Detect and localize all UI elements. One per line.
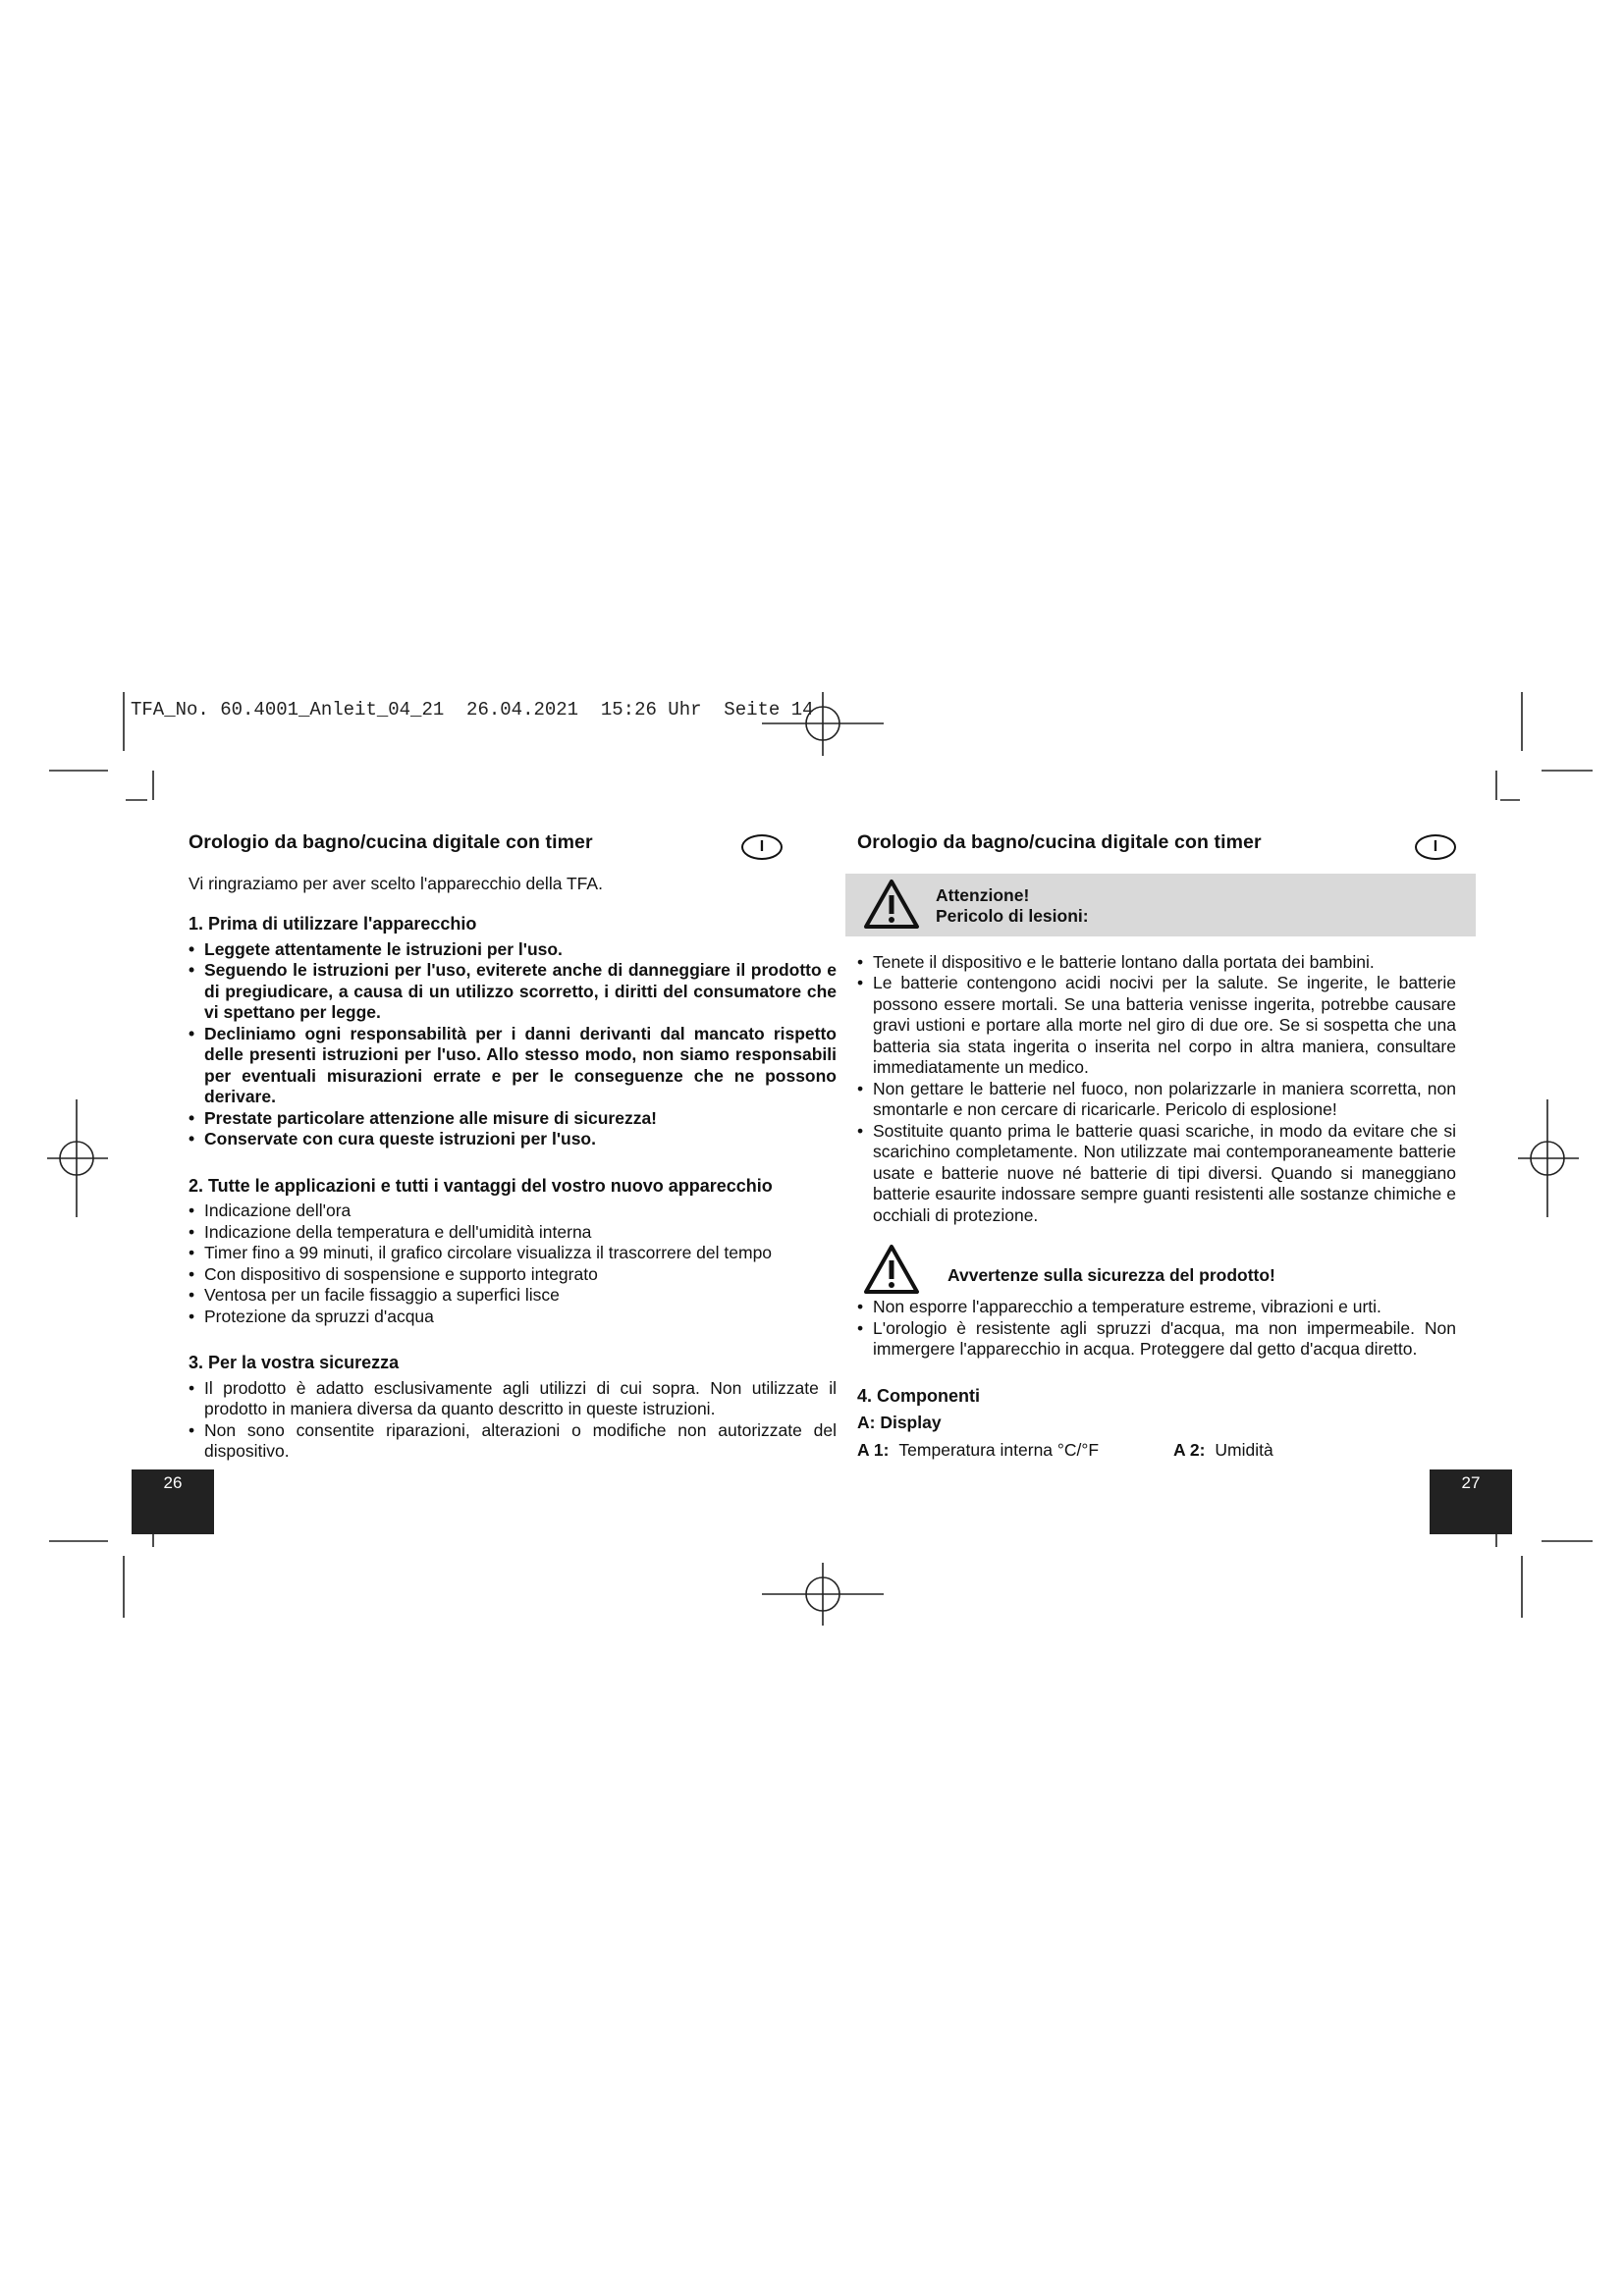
list-item: • Timer fino a 99 minuti, il grafico circolare visualizza il trascorrere del tempo xyxy=(189,1243,837,1264)
safety-list xyxy=(857,1297,1456,1361)
left-page xyxy=(189,832,837,1488)
warning-triangle-icon xyxy=(863,1244,920,1295)
section-2-list xyxy=(189,1201,837,1327)
list-item: • Le batterie contengono acidi nocivi per la salute. Se ingerite, le batterie possono essere mortali. Se una batteria venisse ingerita, potrebbe causare gravi ustioni e portare alla morte nel giro di due ore. Se si sospetta che una batteria sia stata ingerita o inserita nel corpo in altra maniera, consultare immediatamente un medico. xyxy=(857,973,1456,1079)
list-item: • Tenete il dispositivo e le batterie lontano dalla portata dei bambini. xyxy=(857,952,1456,974)
list-item: • Conservate con cura queste istruzioni per l'uso. xyxy=(189,1129,837,1150)
warning-triangle-icon xyxy=(863,879,920,930)
list-item: • Leggete attentamente le istruzioni per l'uso. xyxy=(189,939,837,961)
intro-text: Vi ringraziamo per aver scelto l'apparecchio della TFA. xyxy=(189,873,603,893)
safety-header xyxy=(857,1244,1456,1295)
section-2-heading: 2. Tutte le applicazioni e tutti i vantaggi del vostro nuovo apparecchio xyxy=(189,1175,773,1196)
list-item: • Indicazione della temperatura e dell'umidità interna xyxy=(189,1222,837,1244)
section-3-heading: 3. Per la vostra sicurezza xyxy=(189,1353,400,1372)
page-title: Orologio da bagno/cucina digitale con timer xyxy=(857,831,1262,853)
component-label: Umidità xyxy=(1215,1439,1273,1460)
list-item: • Sostituite quanto prima le batterie quasi scariche, in modo da evitare che si scarichino completamente. Non utilizzate mai contemporaneamente batterie usate e batterie nuove né batterie di tipi diversi. Quando si maneggiano batterie esaurite indossare sempre guanti resistenti alle sostanze chimiche e occhiali di protezione. xyxy=(857,1121,1456,1227)
page-title: Orologio da bagno/cucina digitale con timer xyxy=(189,831,593,853)
section-1-heading: 1. Prima di utilizzare l'apparecchio xyxy=(189,914,477,934)
page-number: 27 xyxy=(1430,1469,1512,1534)
right-page xyxy=(857,832,1456,1461)
list-item: • Protezione da spruzzi d'acqua xyxy=(189,1307,837,1328)
component-label: Temperatura interna °C/°F xyxy=(898,1439,1100,1460)
list-item: • Prestate particolare attenzione alle misure di sicurezza! xyxy=(189,1108,837,1130)
warning-box xyxy=(845,874,1476,936)
list-item: • Non sono consentite riparazioni, alterazioni o modifiche non autorizzate del dispositivo. xyxy=(189,1420,837,1463)
list-item: • Con dispositivo di sospensione e supporto integrato xyxy=(189,1264,837,1286)
print-slug: TFA_No. 60.4001_Anleit_04_21 26.04.2021 15:26 Uhr Seite 14 xyxy=(131,699,814,721)
language-badge: I xyxy=(741,834,783,860)
components-row xyxy=(857,1440,1456,1462)
section-1-list xyxy=(189,939,837,1150)
warning-title: Attenzione! xyxy=(936,884,1030,905)
section-3-list xyxy=(189,1378,837,1463)
list-item: • Il prodotto è adatto esclusivamente agli utilizzi di cui sopra. Non utilizzate il prodotto in maniera diversa da quanto descritto in queste istruzioni. xyxy=(189,1378,837,1420)
section-4-heading: 4. Componenti xyxy=(857,1385,980,1406)
list-item: • Seguendo le istruzioni per l'uso, eviterete anche di danneggiare il prodotto e di pregiudicare, a causa di un utilizzo scorretto, i diritti del consumatore che vi spettano per legge. xyxy=(189,960,837,1024)
warning-subtitle: Pericolo di lesioni: xyxy=(936,905,1089,926)
list-item: • Decliniamo ogni responsabilità per i danni derivanti dal mancato rispetto delle presenti istruzioni per l'uso. Allo stesso modo, non siamo responsabili per eventuali misurazioni errate e per le conseguenze che ne possono derivare. xyxy=(189,1024,837,1108)
warning-list xyxy=(857,952,1456,1227)
component-key: A 2: xyxy=(1173,1439,1206,1460)
list-item: • L'orologio è resistente agli spruzzi d'acqua, ma non impermeabile. Non immergere l'apparecchio in acqua. Proteggere dal getto d'acqua diretto. xyxy=(857,1318,1456,1361)
list-item: • Indicazione dell'ora xyxy=(189,1201,837,1222)
language-badge: I xyxy=(1415,834,1456,860)
page-number: 26 xyxy=(132,1469,214,1534)
list-item: • Ventosa per un facile fissaggio a superfici lisce xyxy=(189,1285,837,1307)
list-item: • Non gettare le batterie nel fuoco, non polarizzarle in maniera scorretta, non smontarle e non cercare di ricaricarle. Pericolo di esplosione! xyxy=(857,1079,1456,1121)
safety-title: Avvertenze sulla sicurezza del prodotto! xyxy=(947,1265,1275,1285)
component-key: A 1: xyxy=(857,1439,890,1460)
list-item: • Non esporre l'apparecchio a temperature estreme, vibrazioni e urti. xyxy=(857,1297,1456,1318)
display-subheading: A: Display xyxy=(857,1413,942,1432)
